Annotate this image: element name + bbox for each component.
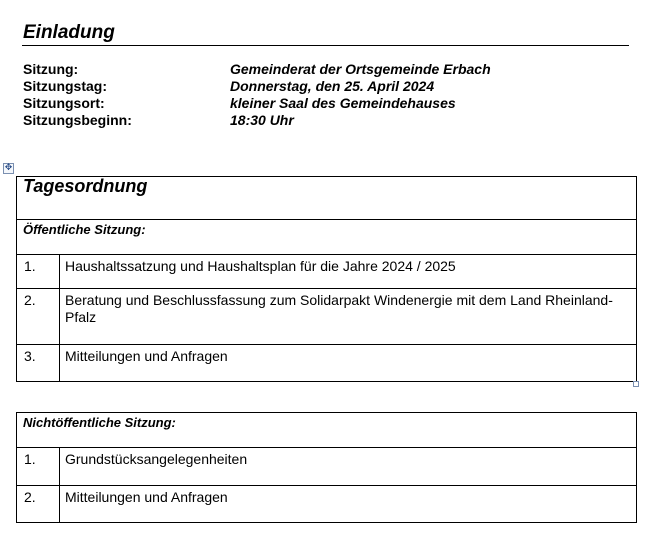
item-number: 2. [17,486,60,523]
info-value: Donnerstag, den 25. April 2024 [230,78,435,94]
move-arrows-icon[interactable]: ✥ [4,163,13,173]
info-value: Gemeinderat der Ortsgemeinde Erbach [230,61,491,77]
table-row [17,289,637,345]
item-number: 3. [17,345,60,382]
table-row [17,486,637,523]
item-number: 2. [17,289,60,345]
info-value: kleiner Saal des Gemeindehauses [230,95,456,111]
table-row [17,448,637,486]
item-text: Haushaltssatzung und Haushaltsplan für die Jahre 2024 / 2025 [60,255,637,289]
private-section-title: Nichtöffentliche Sitzung: [17,413,637,448]
item-text: Mitteilungen und Anfragen [60,486,637,523]
info-label: Sitzungsbeginn: [23,112,132,128]
agenda-public-table [16,176,637,382]
item-number: 1. [17,448,60,486]
section-row [17,220,637,255]
agenda-heading-row [17,177,637,220]
agenda-private-table [16,412,637,523]
info-value: 18:30 Uhr [230,112,294,128]
info-label: Sitzungstag: [23,78,107,94]
agenda-heading: Tagesordnung [17,177,637,220]
table-row [17,255,637,289]
item-text: Grundstücksangelegenheiten [60,448,637,486]
item-text: Beratung und Beschlussfassung zum Solidarpakt Windenergie mit dem Land Rheinland-Pfalz [60,289,637,345]
public-section-title: Öffentliche Sitzung: [17,220,637,255]
table-row [17,345,637,382]
info-label: Sitzungsort: [23,95,105,111]
item-text: Mitteilungen und Anfragen [60,345,637,382]
info-label: Sitzung: [23,61,79,77]
resize-handle-icon[interactable] [633,381,639,387]
document-title: Einladung [23,22,115,43]
title-underline [22,45,629,46]
item-number: 1. [17,255,60,289]
section-row [17,413,637,448]
